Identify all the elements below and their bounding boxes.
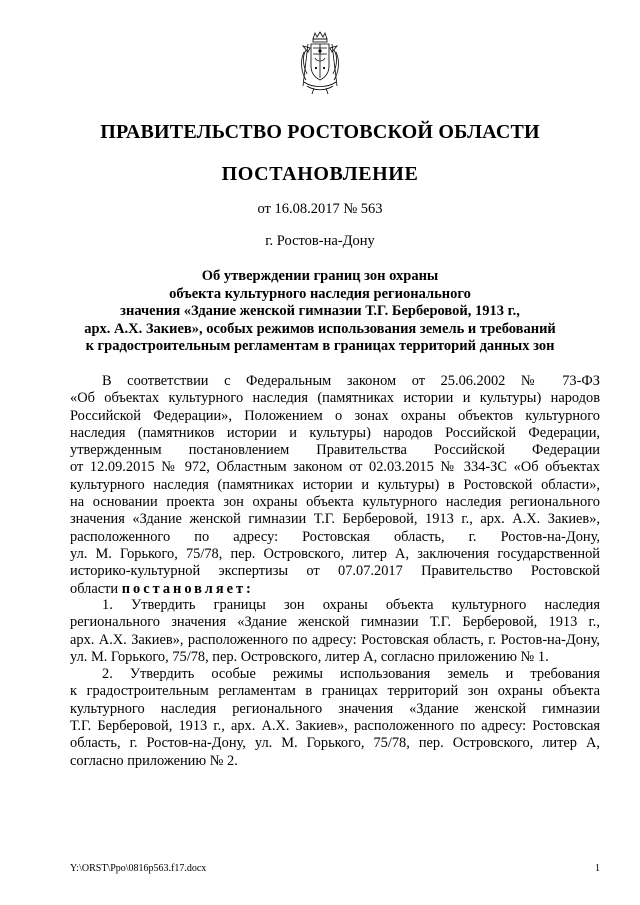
item-line: культурного наследия регионального значения «Здание женской гимназии [70, 700, 600, 717]
preamble-line: утвержденным постановлением Правительства Российской Федерации [70, 442, 600, 459]
document-subject [64, 268, 576, 356]
item-line: регионального значения «Здание женской гимназии Т.Г. Берберовой, 1913 г., [70, 614, 600, 631]
preamble-line: Российской Федерации», Положением о зонах охраны объектов культурного [70, 407, 600, 424]
document-type-title: ПОСТАНОВЛЕНИЕ [221, 163, 419, 185]
preamble-line: В соответствии с Федеральным законом от 25.06.2002 № 73-ФЗ [102, 373, 600, 389]
subject-line: арх. А.Х. Закиев», особых режимов использования земель и требований [84, 320, 556, 337]
preamble-paragraph [70, 373, 600, 598]
preamble-line: историко-культурной экспертизы от 07.07.2017 Правительство Ростовской [70, 563, 600, 580]
subject-line: объекта культурного наследия регионального [169, 285, 471, 302]
document-city: г. Ростов-на-Дону [265, 233, 375, 249]
preamble-line: на основании проекта зон охраны объекта культурного наследия регионального [70, 494, 600, 511]
item-line: Т.Г. Берберовой, 1913 г., арх. А.Х. Закиев», расположенного по адресу: Ростовская [70, 718, 600, 735]
item-line: к градостроительным регламентам в границах территорий зон охраны объекта [70, 683, 600, 700]
item-line: 2. Утвердить особые режимы использования земель и требования [102, 666, 600, 683]
subject-line: значения «Здание женской гимназии Т.Г. Берберовой, 1913 г., [120, 303, 520, 319]
preamble-line: культурного наследия (памятниках истории и культуры) в Ростовской области», [70, 476, 600, 493]
decree-word: постановляет: [121, 580, 254, 597]
decree-item-1 [70, 597, 600, 666]
preamble-line: значения «Здание женской гимназии Т.Г. Берберовой, 1913 г., арх. А.Х. Закиев», [70, 511, 600, 528]
subject-line: к градостроительным регламентам в границах территорий данных зон [85, 338, 555, 354]
item-line: ул. М. Горького, 75/78, пер. Островского, литер А, согласно приложению № 1. [70, 648, 549, 665]
document-date-number: от 16.08.2017 № 563 [257, 201, 383, 217]
item-line: согласно приложению № 2. [70, 752, 238, 769]
preamble-line: от 12.09.2015 № 972, Областным законом от 02.03.2015 № 334-ЗС «Об объектах [70, 459, 600, 476]
item-line: область, г. Ростов-на-Дону, ул. М. Горького, 75/78, пер. Островского, литер А, [70, 735, 600, 752]
preamble-line: «Об объектах культурного наследия (памятниках истории и культуры) народов [70, 390, 600, 407]
rostov-oblast-coat-of-arms-icon [298, 30, 342, 96]
preamble-last-prefix: области [70, 580, 119, 597]
decree-items [70, 597, 600, 770]
preamble-line: наследия (памятников истории и культуры) народов Российской Федерации, [70, 424, 600, 441]
preamble-last-line [70, 581, 600, 598]
government-title: ПРАВИТЕЛЬСТВО РОСТОВСКОЙ ОБЛАСТИ [100, 121, 540, 143]
preamble-line: расположенного по адресу: Ростовская область, г. Ростов-на-Дону, [70, 528, 600, 545]
preamble-line: ул. М. Горького, 75/78, пер. Островского, литер А, заключения государственной [70, 545, 600, 562]
page-number: 1 [595, 863, 600, 874]
footer-file-path: Y:\ORST\Ppo\0816p563.f17.docx [70, 863, 207, 874]
subject-line: Об утверждении границ зон охраны [201, 268, 439, 284]
decree-item-2 [70, 666, 600, 770]
item-line: арх. А.Х. Закиев», расположенного по адресу: Ростовская область, г. Ростов-на-Дону, [70, 631, 600, 648]
item-line: 1. Утвердить границы зон охраны объекта культурного наследия [102, 597, 600, 613]
